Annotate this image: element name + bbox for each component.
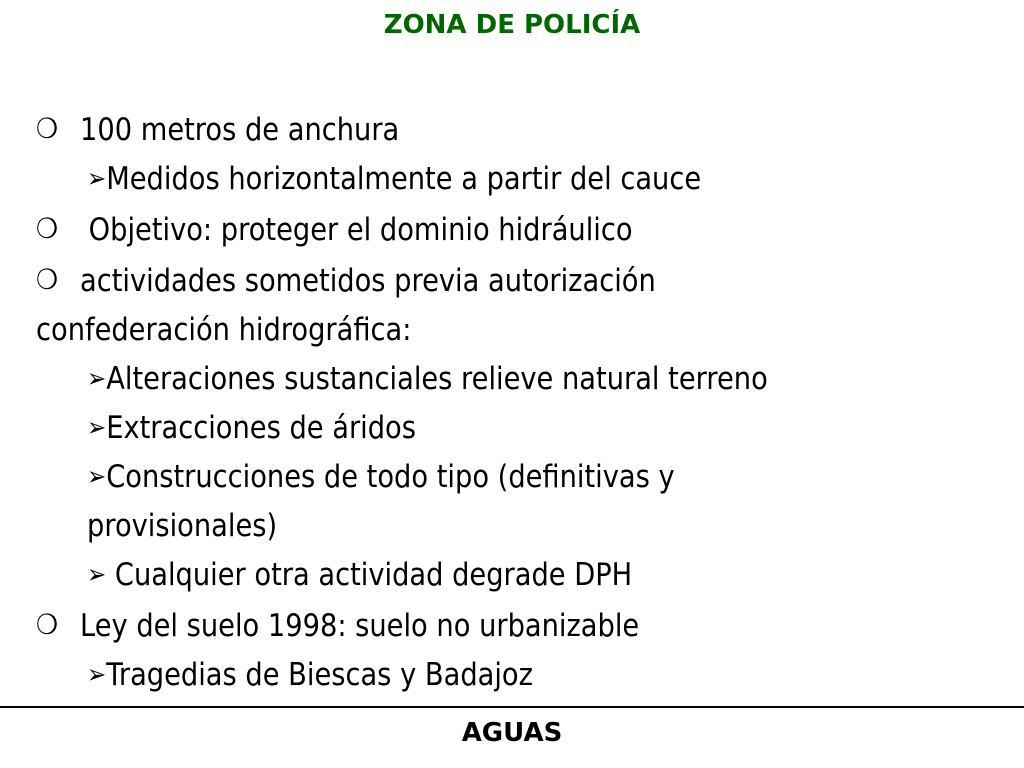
list-item-text: Extracciones de áridos <box>106 410 416 446</box>
list-item <box>36 651 995 700</box>
footer-label: AGUAS <box>461 718 563 748</box>
list-item-text: Objetivo: proteger el dominio hidráulico <box>80 212 633 248</box>
list-item <box>36 355 995 404</box>
list-item-text: confederación hidrográfica: <box>36 312 412 348</box>
list-item-text: 100 metros de anchura <box>80 112 400 148</box>
list-item-continuation <box>36 502 995 551</box>
list-item-text: Tragedias de Biescas y Badajoz <box>106 657 533 693</box>
arrowhead-bullet-icon: ➢ <box>87 164 107 194</box>
list-item-text: provisionales) <box>87 508 278 544</box>
arrowhead-bullet-icon: ➢ <box>87 462 107 492</box>
circle-bullet-icon: ❍ <box>36 263 59 296</box>
list-item <box>36 404 995 453</box>
list-item <box>36 104 995 155</box>
slide-title: ZONA DE POLICÍA <box>383 10 641 40</box>
list-item-text: Ley del suelo 1998: suelo no urbanizable <box>80 608 640 644</box>
list-item <box>36 155 995 204</box>
arrowhead-bullet-icon: ➢ <box>87 560 107 590</box>
arrowhead-bullet-icon: ➢ <box>87 413 107 443</box>
list-item <box>36 453 995 502</box>
footer-divider <box>0 706 1024 708</box>
circle-bullet-icon: ❍ <box>36 212 59 245</box>
list-item <box>36 600 995 651</box>
list-item <box>36 204 995 255</box>
list-item-continuation <box>36 306 995 355</box>
bullet-list <box>36 104 995 700</box>
arrowhead-bullet-icon: ➢ <box>87 364 107 394</box>
list-item <box>36 551 995 600</box>
list-item <box>36 255 995 306</box>
circle-bullet-icon: ❍ <box>36 112 59 145</box>
list-item-text: actividades sometidos previa autorización <box>80 263 656 299</box>
list-item-text: Alteraciones sustanciales relieve natural terreno <box>106 361 768 397</box>
list-item-text: Medidos horizontalmente a partir del cauce <box>106 161 702 197</box>
arrowhead-bullet-icon: ➢ <box>87 660 107 690</box>
circle-bullet-icon: ❍ <box>36 608 59 641</box>
list-item-text: Construcciones de todo tipo (definitivas y <box>106 459 675 495</box>
list-item-text: Cualquier otra actividad degrade DPH <box>106 557 633 593</box>
